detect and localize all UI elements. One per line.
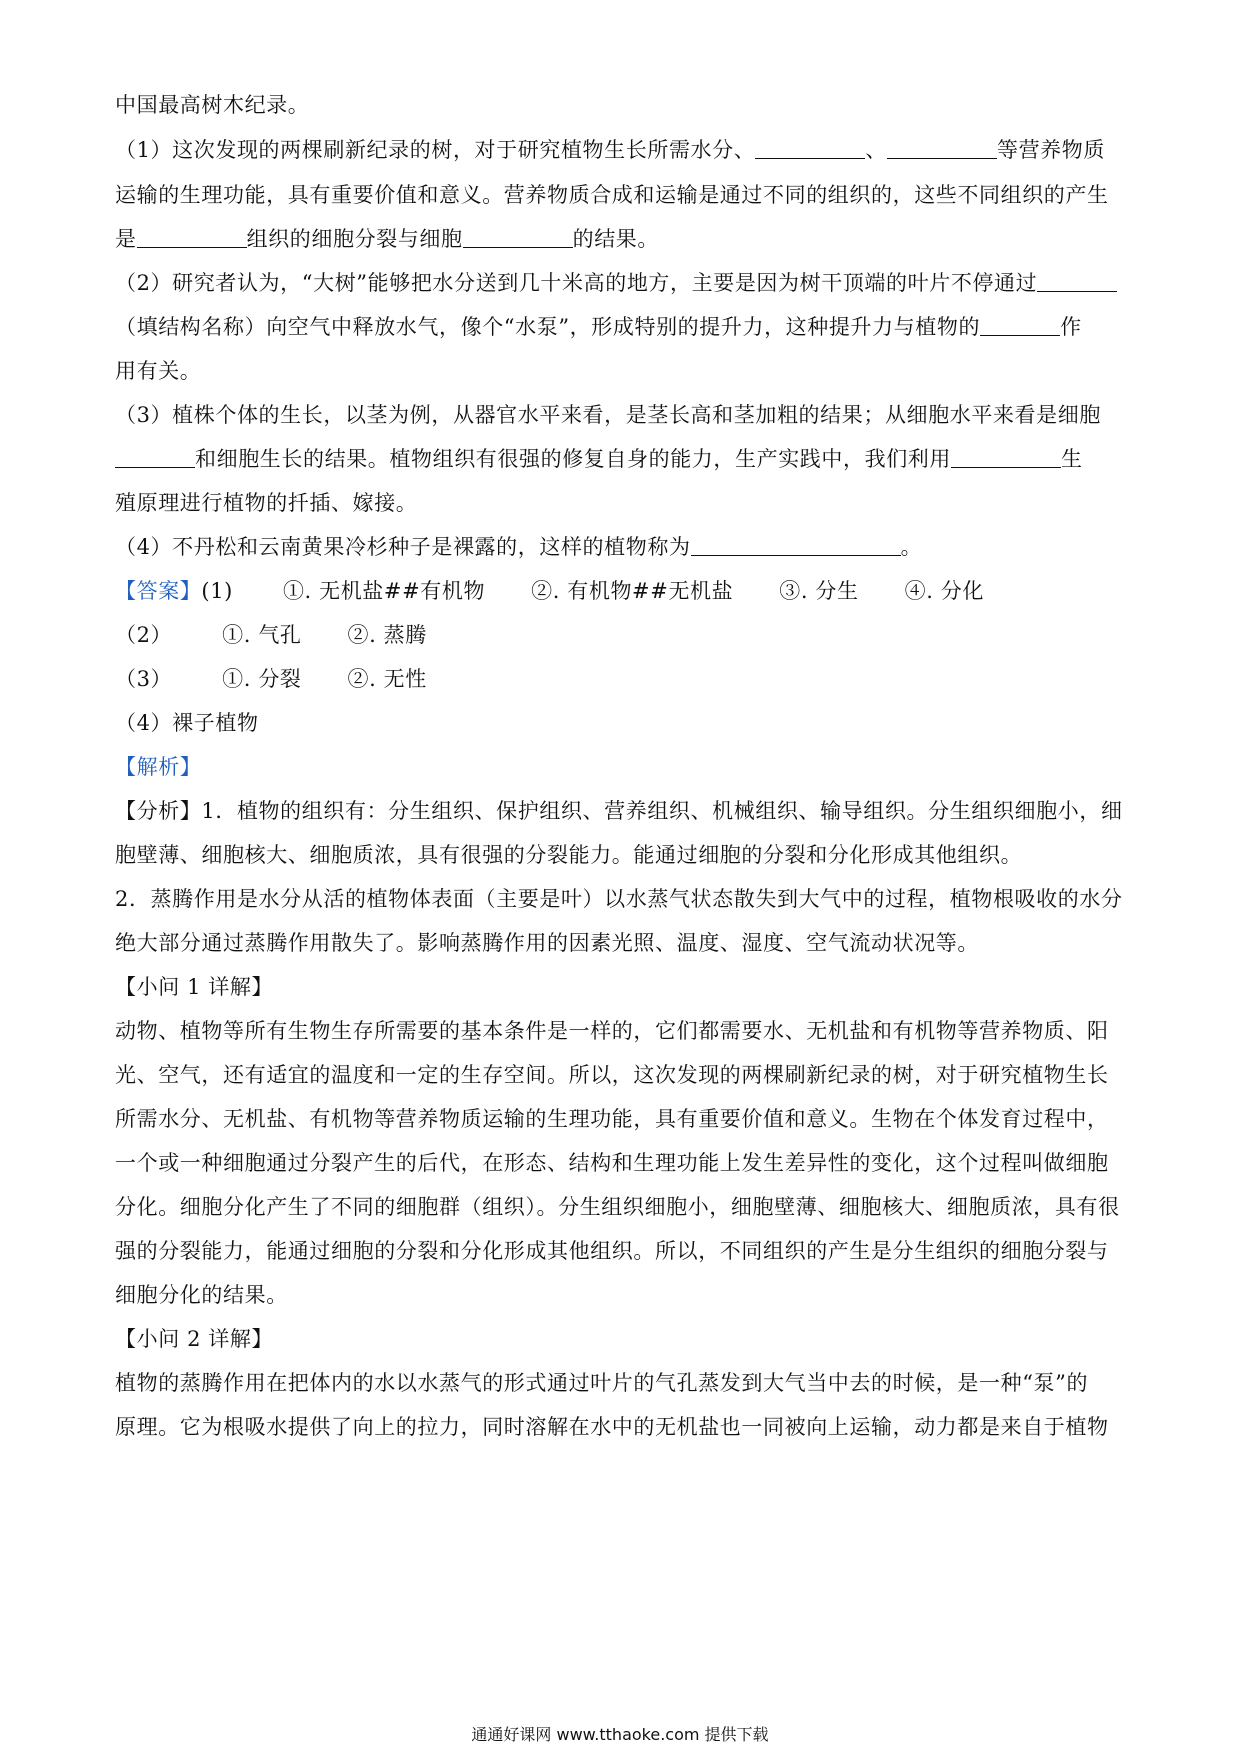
subquestion-1-line [115, 1280, 1125, 1310]
answer-item: ②. 无性 [347, 667, 427, 691]
answer-row-2 [115, 620, 1125, 650]
q2-line-2 [115, 312, 1125, 342]
q4-line-1 [115, 532, 1125, 562]
text: （4）不丹松和云南黄果冷杉种子是裸露的，这样的植物称为 [115, 535, 691, 559]
text: 绝大部分通过蒸腾作用散失了。影响蒸腾作用的因素光照、温度、湿度、空气流动状况等。 [115, 931, 979, 955]
text: 动物、植物等所有生物生存所需要的基本条件是一样的，它们都需要水、无机盐和有机物等营养物质、阳 [115, 1019, 1109, 1043]
answer-item: （4）裸子植物 [115, 711, 259, 735]
answer-item: ②. 蒸腾 [347, 623, 427, 647]
text: （3）植株个体的生长，以茎为例，从器官水平来看，是茎长高和茎加粗的结果；从细胞水平来看是细胞 [115, 403, 1101, 427]
q3-line-2 [115, 444, 1125, 474]
subquestion-1-line [115, 1148, 1125, 1178]
answer-blank [1037, 269, 1117, 292]
text: 组织的细胞分裂与细胞 [246, 227, 463, 251]
text: 殖原理进行植物的扦插、嫁接。 [115, 491, 418, 515]
text: （2）研究者认为，“大树”能够把水分送到几十米高的地方，主要是因为树干顶端的叶片不停通过 [115, 271, 1038, 295]
q1-line-2 [115, 180, 1125, 210]
answer-blank [980, 313, 1060, 336]
text: 等营养物质 [996, 138, 1105, 162]
answer-item: ①. 无机盐##有机物 [282, 579, 486, 603]
q3-line-3 [115, 488, 1125, 518]
subquestion-1-line [115, 1192, 1125, 1222]
answer-item: ①. 气孔 [222, 623, 302, 647]
answer-number: （3） [115, 667, 173, 691]
analysis-line [115, 796, 1125, 826]
analysis-label: 【解析】 [115, 755, 202, 779]
answer-blank [887, 136, 997, 159]
text: （填结构名称）向空气中释放水气，像个“水泵”，形成特别的提升力，这种提升力与植物的 [115, 315, 981, 339]
page-footer: 通通好课网 www.tthaoke.com 提供下载 [471, 1725, 769, 1744]
subquestion-1-line [115, 1236, 1125, 1266]
text: 是 [115, 227, 137, 251]
subquestion-2-line [115, 1368, 1125, 1398]
text: 所需水分、无机盐、有机物等营养物质运输的生理功能，具有重要价值和意义。生物在个体发育过程中， [115, 1107, 1109, 1131]
text: 【分析】1．植物的组织有：分生组织、保护组织、营养组织、机械组织、输导组织。分生组织细胞小，细 [115, 799, 1123, 823]
text: 。 [900, 535, 923, 559]
answer-item: ①. 分裂 [222, 667, 302, 691]
answer-row-4 [115, 708, 1125, 738]
analysis-line [115, 928, 1125, 958]
subquestion-1-title [115, 972, 1125, 1002]
text: 原理。它为根吸水提供了向上的拉力，同时溶解在水中的无机盐也一同被向上运输，动力都是来自于植物 [115, 1415, 1109, 1439]
subquestion-1-line [115, 1060, 1125, 1090]
text: 光、空气，还有适宜的温度和一定的生存空间。所以，这次发现的两棵刷新纪录的树，对于研究植物生长 [115, 1063, 1109, 1087]
text: 细胞分化的结果。 [115, 1283, 288, 1307]
text: 一个或一种细胞通过分裂产生的后代，在形态、结构和生理功能上发生差异性的变化，这个过程叫做细胞 [115, 1151, 1109, 1175]
text: 胞壁薄、细胞核大、细胞质浓，具有很强的分裂能力。能通过细胞的分裂和分化形成其他组织。 [115, 843, 1023, 867]
subquestion-2-title [115, 1324, 1125, 1354]
analysis-label-line [115, 752, 1125, 782]
text: 植物的蒸腾作用在把体内的水以水蒸气的形式通过叶片的气孔蒸发到大气当中去的时候，是一种“泵”的 [115, 1371, 1089, 1395]
text: 的结果。 [572, 227, 660, 251]
answer-item: ③. 分生 [779, 579, 859, 603]
text: （1）这次发现的两棵刷新纪录的树，对于研究植物生长所需水分、 [115, 138, 756, 162]
subquestion-2-line [115, 1412, 1125, 1442]
analysis-line [115, 884, 1125, 914]
answer-blank [463, 225, 573, 248]
text: 中国最高树木纪录。 [115, 93, 310, 117]
text: 用有关。 [115, 359, 202, 383]
text: 运输的生理功能，具有重要价值和意义。营养物质合成和运输是通过不同的组织的，这些不同组织的产生 [115, 183, 1109, 207]
subquestion-1-line [115, 1104, 1125, 1134]
answer-item: ②. 有机物##无机盐 [531, 579, 734, 603]
text: 【小问 2 详解】 [115, 1327, 274, 1351]
answer-blank [691, 533, 901, 556]
answer-item: ④. 分化 [904, 579, 984, 603]
answer-row-1 [115, 576, 1125, 606]
answer-label: 【答案】 [115, 579, 202, 603]
answer-number: （2） [115, 623, 173, 647]
text: 、 [865, 138, 887, 162]
answer-blank [755, 136, 865, 159]
answer-row-3 [115, 664, 1125, 694]
answer-number: (1) [201, 579, 233, 603]
q3-line-1 [115, 400, 1125, 430]
answer-blank [137, 225, 247, 248]
text: 分化。细胞分化产生了不同的细胞群（组织）。分生组织细胞小，细胞壁薄、细胞核大、细胞质浓，具有很 [115, 1195, 1120, 1219]
analysis-line [115, 840, 1125, 870]
q1-line-1 [115, 135, 1125, 165]
q2-line-3 [115, 356, 1125, 386]
text: 生 [1061, 447, 1083, 471]
answer-blank [951, 445, 1061, 468]
answer-blank [115, 445, 195, 468]
question-intro-tail [115, 90, 1125, 120]
q1-line-3 [115, 224, 1125, 254]
text: 和细胞生长的结果。植物组织有很强的修复自身的能力，生产实践中，我们利用 [195, 447, 951, 471]
text: 【小问 1 详解】 [115, 975, 274, 999]
q2-line-1 [115, 268, 1125, 298]
text: 2．蒸腾作用是水分从活的植物体表面（主要是叶）以水蒸气状态散失到大气中的过程，植物根吸收的水分 [115, 887, 1123, 911]
text: 强的分裂能力，能通过细胞的分裂和分化形成其他组织。所以，不同组织的产生是分生组织的细胞分裂与 [115, 1239, 1109, 1263]
subquestion-1-line [115, 1016, 1125, 1046]
text: 作 [1060, 315, 1082, 339]
